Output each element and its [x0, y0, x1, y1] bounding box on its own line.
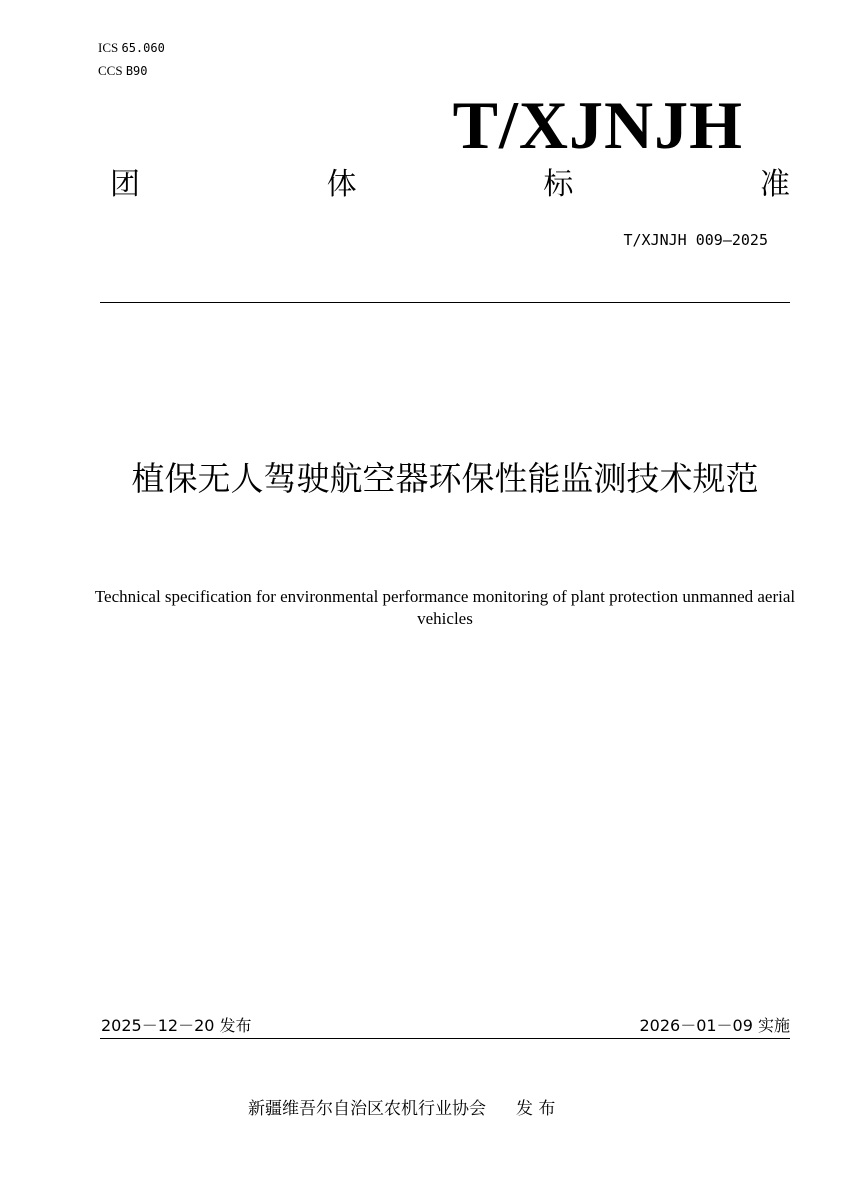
publisher-name: 新疆维吾尔自治区农机行业协会 — [248, 1099, 486, 1119]
ccs-label: CCS — [98, 63, 123, 78]
publish-action: 发 布 — [516, 1099, 556, 1119]
standard-number: T/XJNJH 009—2025 — [623, 231, 768, 249]
standard-type-char: 标 — [543, 167, 574, 202]
standard-type-char: 团 — [110, 167, 140, 202]
organization-code: T/XJNJH — [452, 87, 743, 163]
ics-label: ICS — [98, 40, 119, 55]
ccs-code — [98, 63, 148, 79]
issue-date: 2025－12－20 发布 — [101, 1016, 252, 1035]
publisher-line — [248, 1097, 555, 1121]
standard-type-char: 体 — [326, 167, 357, 202]
bottom-divider — [100, 1038, 790, 1039]
ccs-value: B90 — [125, 64, 148, 78]
ics-code — [98, 40, 165, 56]
standard-type-char: 准 — [759, 167, 790, 202]
implementation-date: 2026－01－09 实施 — [639, 1016, 790, 1035]
title-chinese: 植保无人驾驶航空器环保性能监测技术规范 — [131, 459, 759, 498]
ics-value: 65.060 — [121, 41, 165, 55]
title-english: Technical specification for environmental performance monitoring of plant protection unmanned aerial vehicles — [94, 587, 796, 628]
standard-type — [110, 163, 790, 207]
top-divider — [100, 302, 790, 303]
